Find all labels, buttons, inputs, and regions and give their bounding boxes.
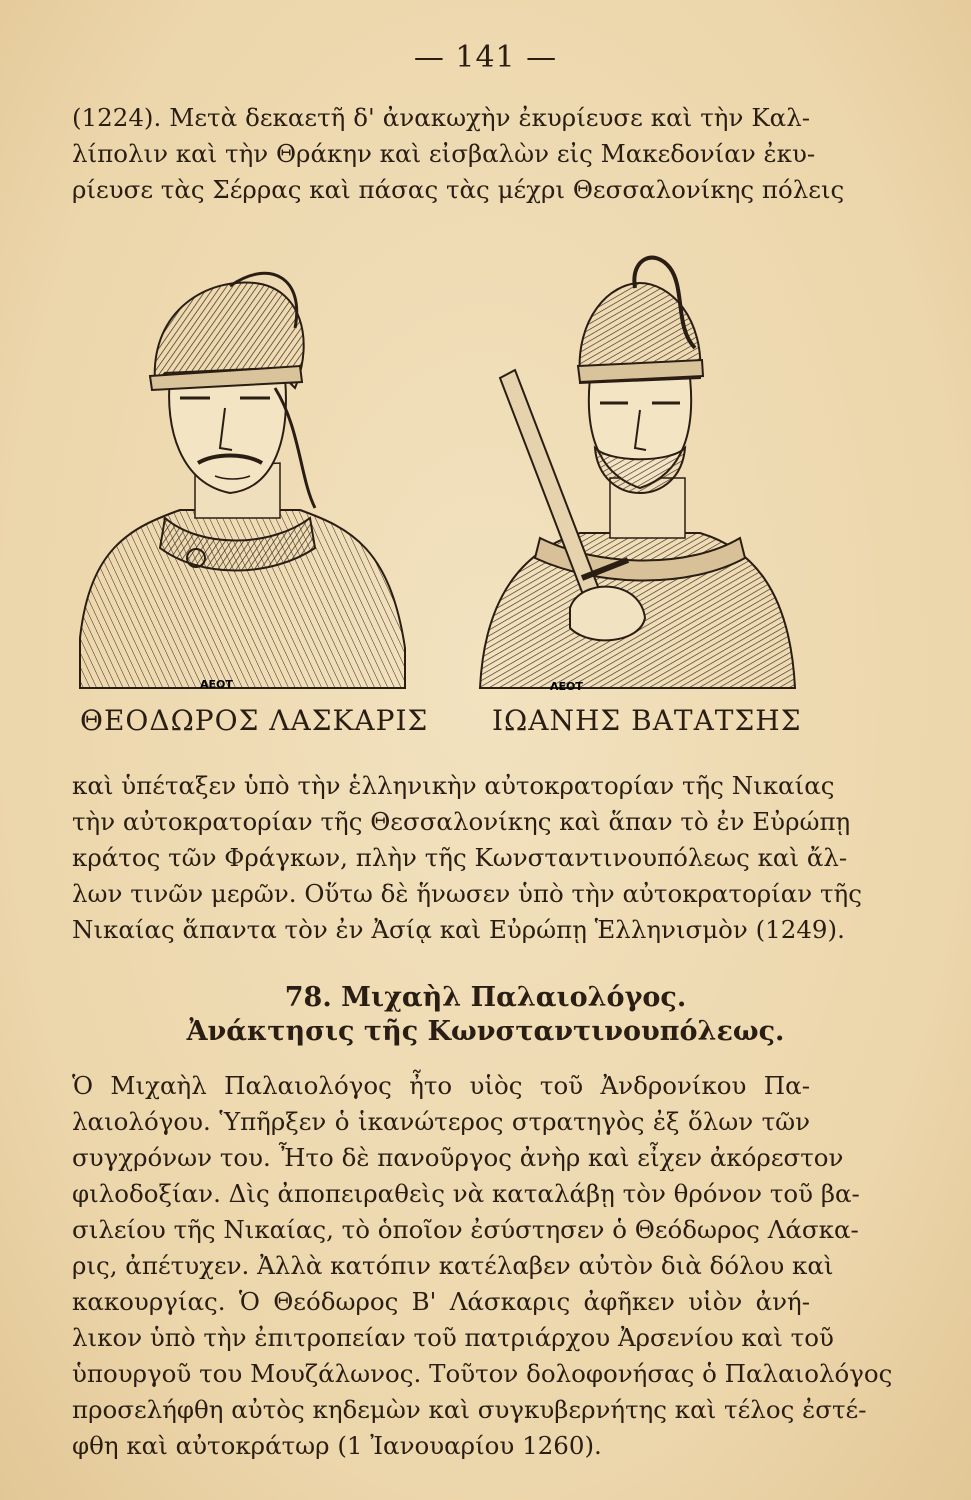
paragraph-intro: [72, 100, 845, 208]
caption-ioannis-vatatzes: ΙΩΑΝΗΣ ΒΑΤΑΤΣΗΣ: [492, 704, 802, 737]
portrait-ioannis-vatatzes: [470, 248, 800, 698]
text-line: λίπολιν καὶ τὴν Θράκην καὶ εἰσβαλὼν εἰς Μακεδονίαν ἐκυ-: [72, 139, 816, 168]
paragraph-michael-palaiologos: [72, 1068, 893, 1464]
section-subheading: Ἀνάκτησις τῆς Κωνσταντινουπόλεως.: [186, 1016, 785, 1047]
text-line: σιλείου τῆς Νικαίας, τὸ ὁποῖον ἐσύστησεν ὁ Θεόδωρος Λάσκα-: [72, 1215, 859, 1244]
text-line: συγχρόνων του. Ἦτο δὲ πανοῦργος ἀνὴρ καὶ εἶχεν ἀκόρεστον: [72, 1143, 844, 1172]
text-line: ρίευσε τὰς Σέρρας καὶ πάσας τὰς μέχρι Θεσσαλονίκης πόλεις: [72, 175, 845, 204]
text-line: κακουργίας. Ὁ Θεόδωρος Β' Λάσκαρις ἀφῆκεν υἱὸν ἀνή-: [72, 1287, 810, 1316]
text-line: Νικαίας ἅπαντα τὸν ἐν Ἀσίᾳ καὶ Εὐρώπῃ Ἑλληνισμὸν (1249).: [72, 915, 845, 944]
text-line: λων τινῶν μερῶν. Οὕτω δὲ ἥνωσεν ὑπὸ τὴν αὐτοκρατορίαν τῆς: [72, 879, 862, 908]
text-line: τὴν αὐτοκρατορίαν τῆς Θεσσαλονίκης καὶ ἅπαν τὸ ἐν Εὐρώπῃ: [72, 807, 851, 836]
text-line: φθη καὶ αὐτοκράτωρ (1 Ἰανουαρίου 1260).: [72, 1431, 602, 1460]
text-line: λαιολόγου. Ὑπῆρξεν ὁ ἱκανώτερος στρατηγὸς ἐξ ὅλων τῶν: [72, 1107, 810, 1136]
section-heading: 78. Μιχαὴλ Παλαιολόγος.: [284, 982, 687, 1013]
paragraph-conquests: [72, 768, 862, 948]
text-line: προσελήφθη αὐτὸς κηδεμὼν καὶ συγκυβερνήτης καὶ τέλος ἐστέ-: [72, 1395, 867, 1424]
engraver-mark: ΛΕΟΤ: [550, 680, 583, 693]
caption-theodoros-laskaris: ΘΕΟΔΩΡΟΣ ΛΑΣΚΑΡΙΣ: [80, 704, 429, 737]
engraver-mark: ΑΕΟΤ: [200, 678, 233, 691]
text-line: Ὁ Μιχαὴλ Παλαιολόγος ἦτο υἱὸς τοῦ Ἀνδρονίκου Πα-: [72, 1071, 810, 1100]
portrait-theodoros-laskaris: [70, 248, 410, 698]
text-line: κράτος τῶν Φράγκων, πλὴν τῆς Κωνσταντινουπόλεως καὶ ἄλ-: [72, 843, 848, 872]
page-number: — 141 —: [413, 40, 558, 75]
text-line: καὶ ὑπέταξεν ὑπὸ τὴν ἑλληνικὴν αὐτοκρατορίαν τῆς Νικαίας: [72, 771, 835, 800]
text-line: λικον ὑπὸ τὴν ἐπιτροπείαν τοῦ πατριάρχου Ἀρσενίου καὶ τοῦ: [72, 1323, 834, 1352]
text-line: φιλοδοξίαν. Δὶς ἀποπειραθεὶς νὰ καταλάβῃ τὸν θρόνον τοῦ βα-: [72, 1179, 860, 1208]
text-line: ὑπουργοῦ του Μουζάλωνος. Τοῦτον δολοφονήσας ὁ Παλαιολόγος: [72, 1359, 893, 1388]
text-line: ρις, ἀπέτυχεν. Ἀλλὰ κατόπιν κατέλαβεν αὐτὸν διὰ δόλου καὶ: [72, 1251, 834, 1280]
text-line: (1224). Μετὰ δεκαετῆ δ' ἀνακωχὴν ἐκυρίευσε καὶ τὴν Καλ-: [72, 103, 810, 132]
